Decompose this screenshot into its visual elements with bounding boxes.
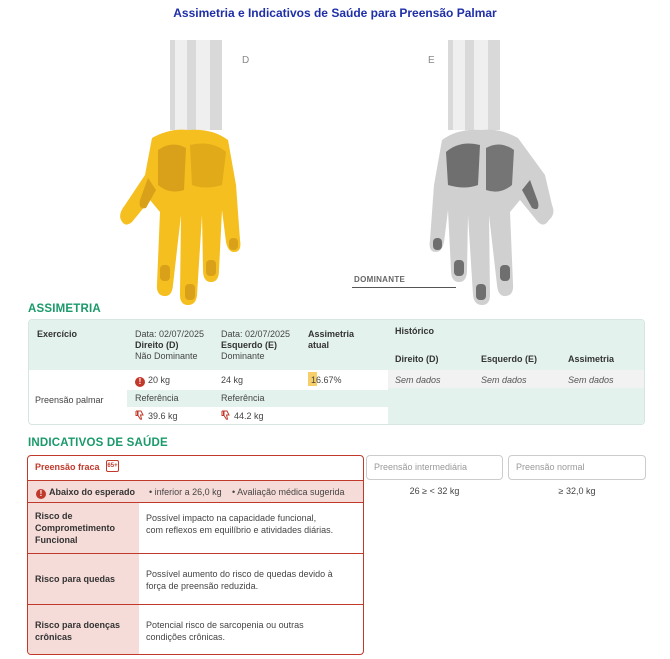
hist-asym-value: Sem dados <box>568 375 614 385</box>
header-asym-line1: Assimetria <box>308 329 355 339</box>
risk-row: Risco para quedas Possível aumento do risco de quedas devido à força de preensão reduzida. <box>28 554 363 605</box>
dominant-label: DOMINANTE <box>354 275 406 284</box>
header-left-side: Esquerdo (E) <box>221 340 278 350</box>
header-right-side: Direito (D) <box>135 340 179 350</box>
normal-grip-label: Preensão normal <box>516 462 585 472</box>
intermediate-grip-range: 26 ≥ < 32 kg <box>409 486 460 496</box>
hist-left-value: Sem dados <box>481 375 527 385</box>
page-title: Assimetria e Indicativos de Saúde para Preensão Palmar <box>173 6 497 20</box>
criteria-text: • inferior a 26,0 kg <box>149 487 222 497</box>
weak-grip-label: Preensão fraca <box>35 462 100 472</box>
thumbs-down-icon <box>135 410 145 420</box>
header-left-date: Data: 02/07/2025 <box>221 329 291 339</box>
right-value: ! 20 kg <box>135 375 170 387</box>
right-hand-letter: D <box>242 55 250 66</box>
weak-grip-card <box>27 455 364 655</box>
thumbs-down-icon <box>221 410 231 420</box>
asymmetry-section-title: ASSIMETRIA <box>28 303 101 315</box>
asymmetry-table <box>28 319 645 425</box>
intermediate-grip-label: Preensão intermediária <box>374 462 468 472</box>
alert-icon: ! <box>36 489 46 499</box>
header-hist-asym: Assimetria <box>568 354 615 364</box>
header-hist-left: Esquerdo (E) <box>481 354 538 364</box>
ref-label-right: Referência <box>135 393 179 403</box>
header-exercise: Exercício <box>37 329 78 339</box>
risk-row: Risco para doenças crônicas Potencial risco de sarcopenia ou outras condições crônicas. <box>28 605 363 655</box>
asymmetry-value: 16.67% <box>311 375 342 385</box>
dominant-underline <box>352 287 456 288</box>
ref-right: 39.6 kg <box>135 410 178 423</box>
health-section-title: INDICATIVOS DE SAÚDE <box>28 437 168 449</box>
header-right-role: Não Dominante <box>135 351 198 361</box>
ref-left: 44.2 kg <box>221 410 264 423</box>
header-asym-line2: atual <box>308 340 330 350</box>
header-hist-right: Direito (D) <box>395 354 439 364</box>
right-hand-figure <box>120 40 240 305</box>
exercise-name: Preensão palmar <box>35 395 104 405</box>
left-hand-figure <box>430 40 554 305</box>
intermediate-grip-card <box>366 455 503 480</box>
header-left-role: Dominante <box>221 351 265 361</box>
normal-grip-card <box>508 455 646 480</box>
note-text: • Avaliação médica sugerida <box>232 487 345 497</box>
alert-icon: ! <box>135 377 145 387</box>
risk-row: Risco de Comprometimento Funcional Possível impacto na capacidade funcional, com reflexos em equilíbrio e atividades diárias. <box>28 503 363 554</box>
age-badge: 65+ <box>106 460 119 472</box>
normal-grip-range: ≥ 32,0 kg <box>558 486 596 496</box>
hands-illustration <box>0 0 670 305</box>
status-text: ! Abaixo do esperado <box>36 487 135 499</box>
header-right-date: Data: 02/07/2025 <box>135 329 205 339</box>
ref-label-left: Referência <box>221 393 265 403</box>
header-history: Histórico <box>395 326 435 336</box>
left-hand-letter: E <box>428 55 435 66</box>
left-value: 24 kg <box>221 375 244 385</box>
hist-right-value: Sem dados <box>395 375 441 385</box>
